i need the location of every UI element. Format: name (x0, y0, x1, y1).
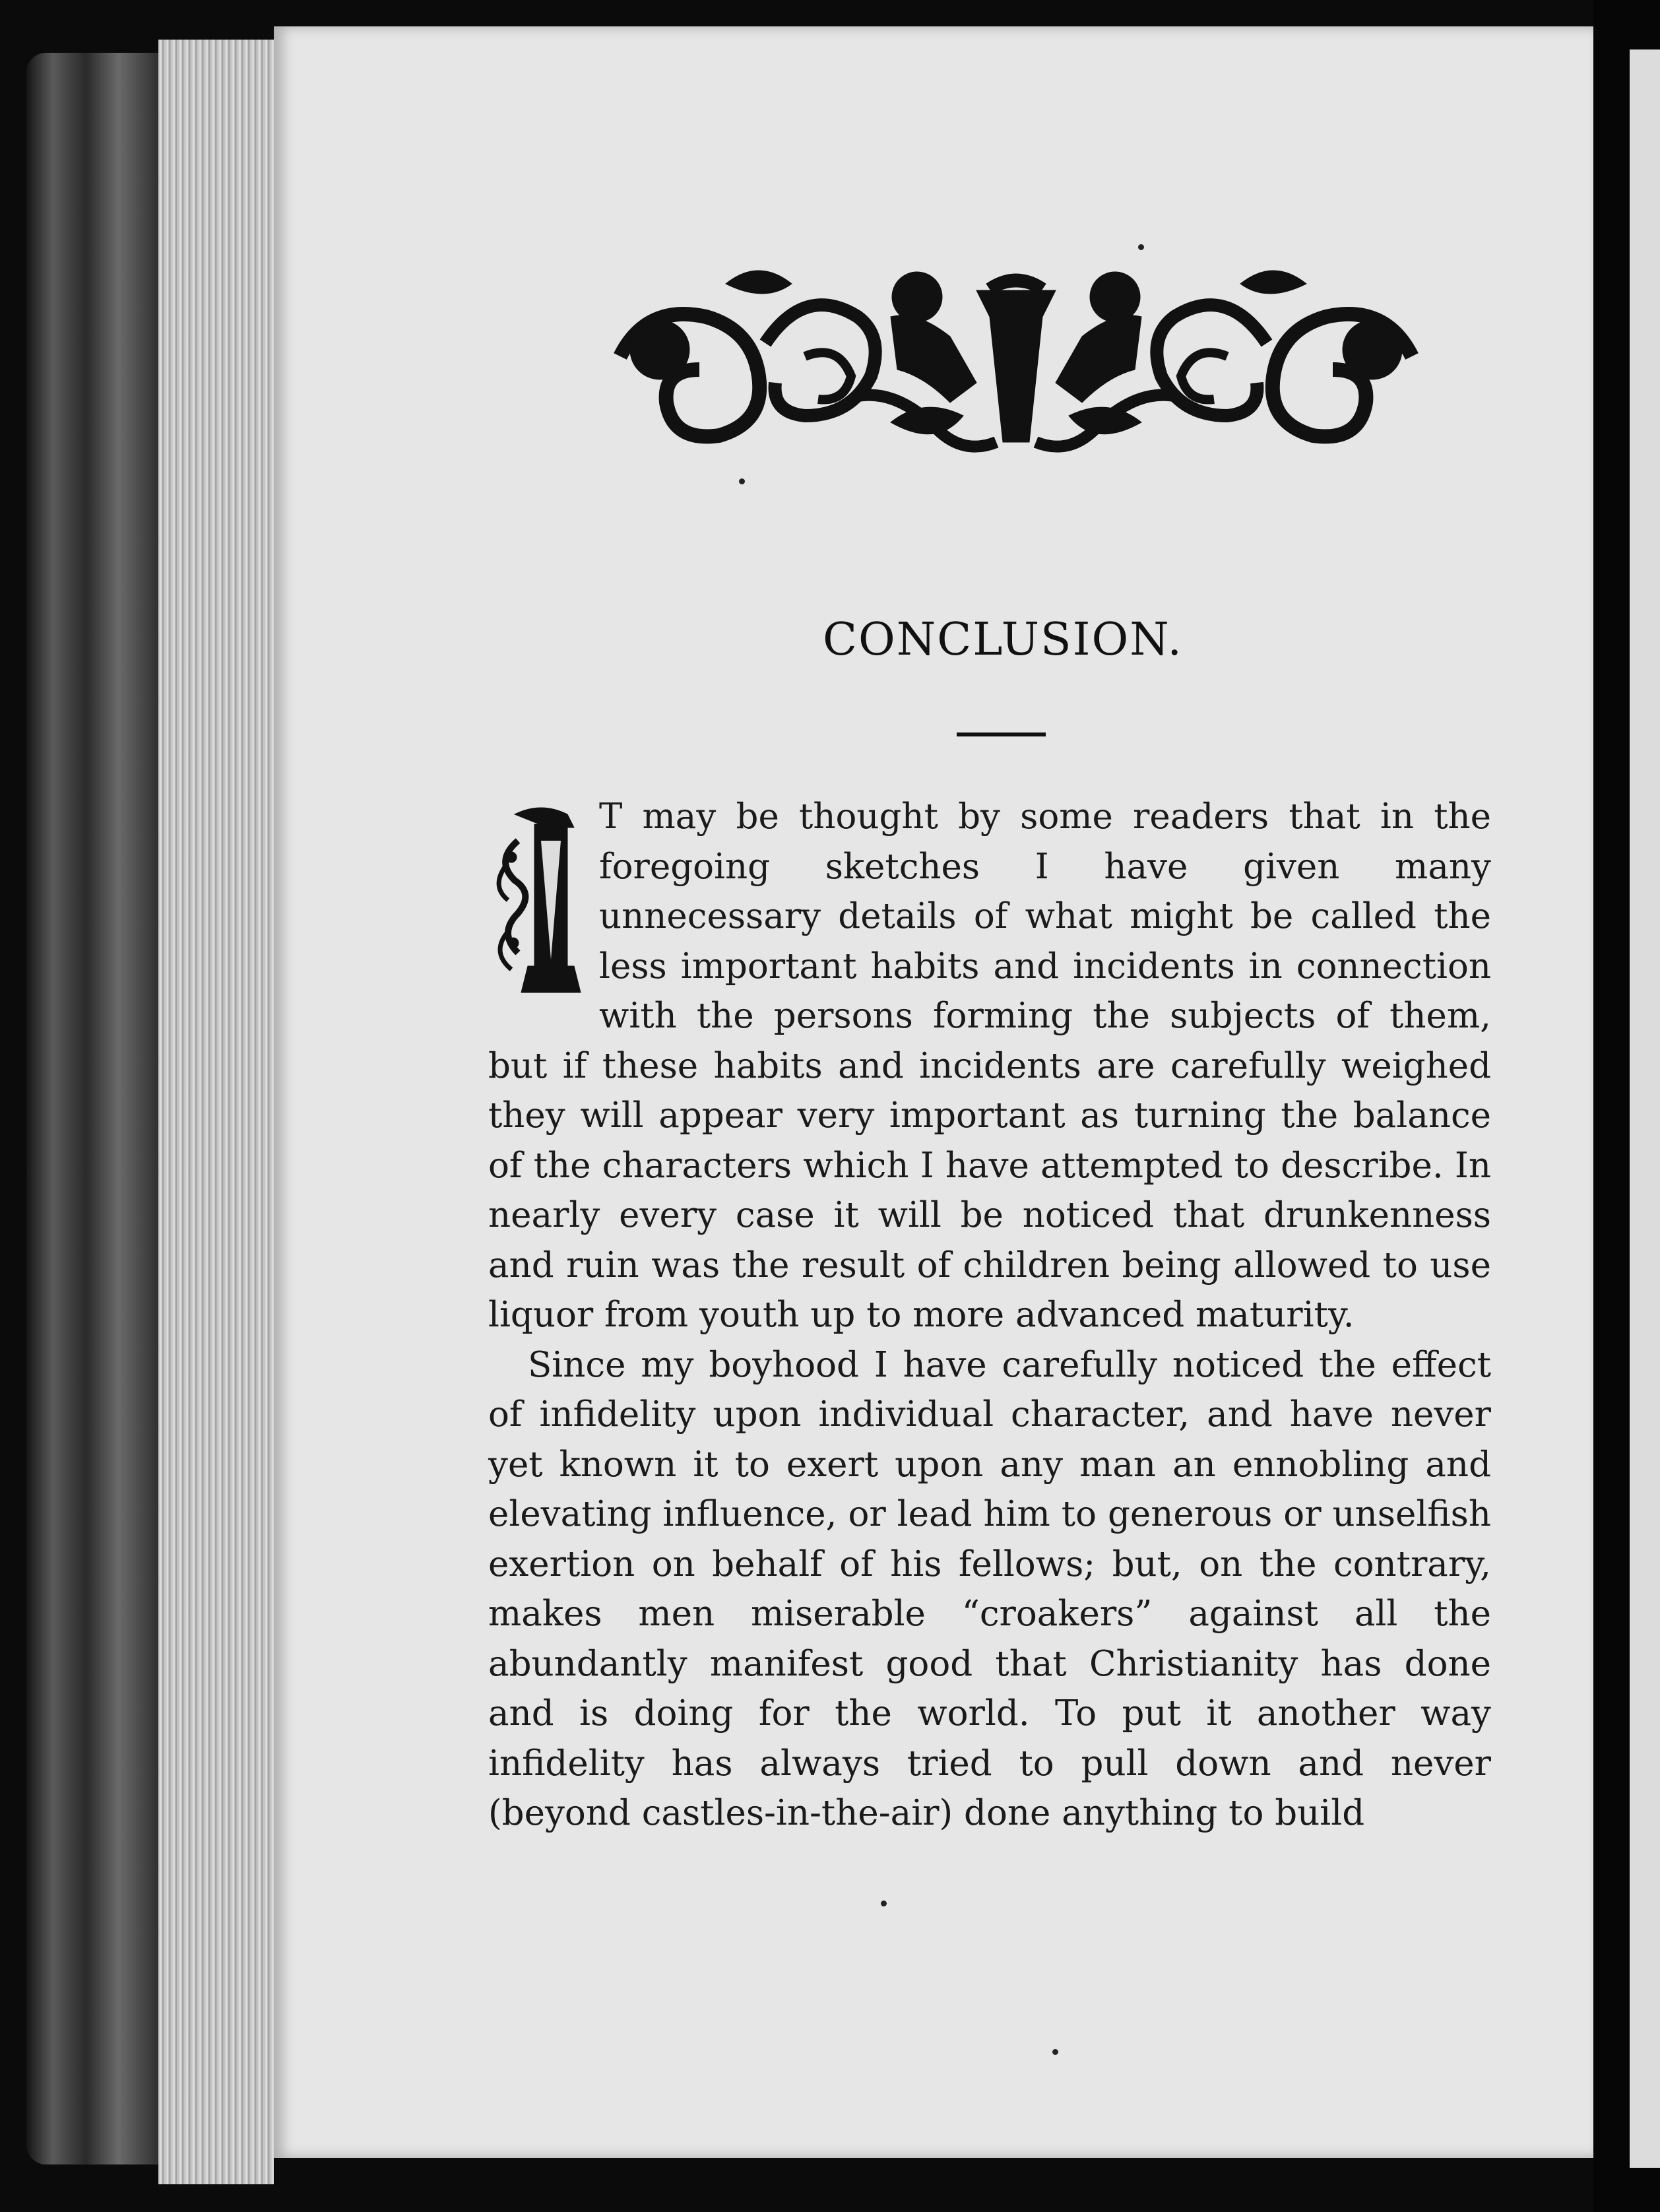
facing-page-edge (1630, 49, 1660, 2168)
bottom-shadow (274, 2158, 1593, 2212)
body-text (488, 792, 1491, 1838)
paragraph-2: Since my boyhood I have carefully noticed the effect of infidelity upon individual character, and have never yet known it to exert upon any man an ennobling and elevating influence, or lead him to generous or unselfish exertion on behalf of his fellows; but, on the contrary, makes men miserable “croakers” against all the abundantly manifest good that Christianity has done and is doing for the world. To put it another way infidelity has always tried to pull down and never (beyond castles-in-the-air) done anything to build (488, 1344, 1491, 1833)
book-spine-edge (26, 53, 158, 2164)
speck (881, 1901, 887, 1906)
drop-cap-ornament (488, 801, 592, 999)
paragraph-1-text: T may be thought by some readers that in the foregoing sketches I have given many unnecessary details of what might be called the less important habits and incidents in connection with the persons forming the subjects of them, but if these habits and incidents are carefully weighed they will appear very important as turning the balance of the characters which I have attempted to describe. In nearly every case it will be noticed that drunkenness and ruin was the result of children being allowed to use liquor from youth up to more advanced maturity. (488, 797, 1491, 1335)
speck (1052, 2049, 1058, 2055)
headpiece-ornament (607, 244, 1425, 469)
page-edges (158, 40, 277, 2184)
speck (739, 478, 745, 484)
paragraph-1 (488, 792, 1491, 1340)
title-rule (957, 732, 1046, 736)
chapter-title: CONCLUSION. (822, 614, 1183, 666)
speck (1138, 244, 1144, 250)
